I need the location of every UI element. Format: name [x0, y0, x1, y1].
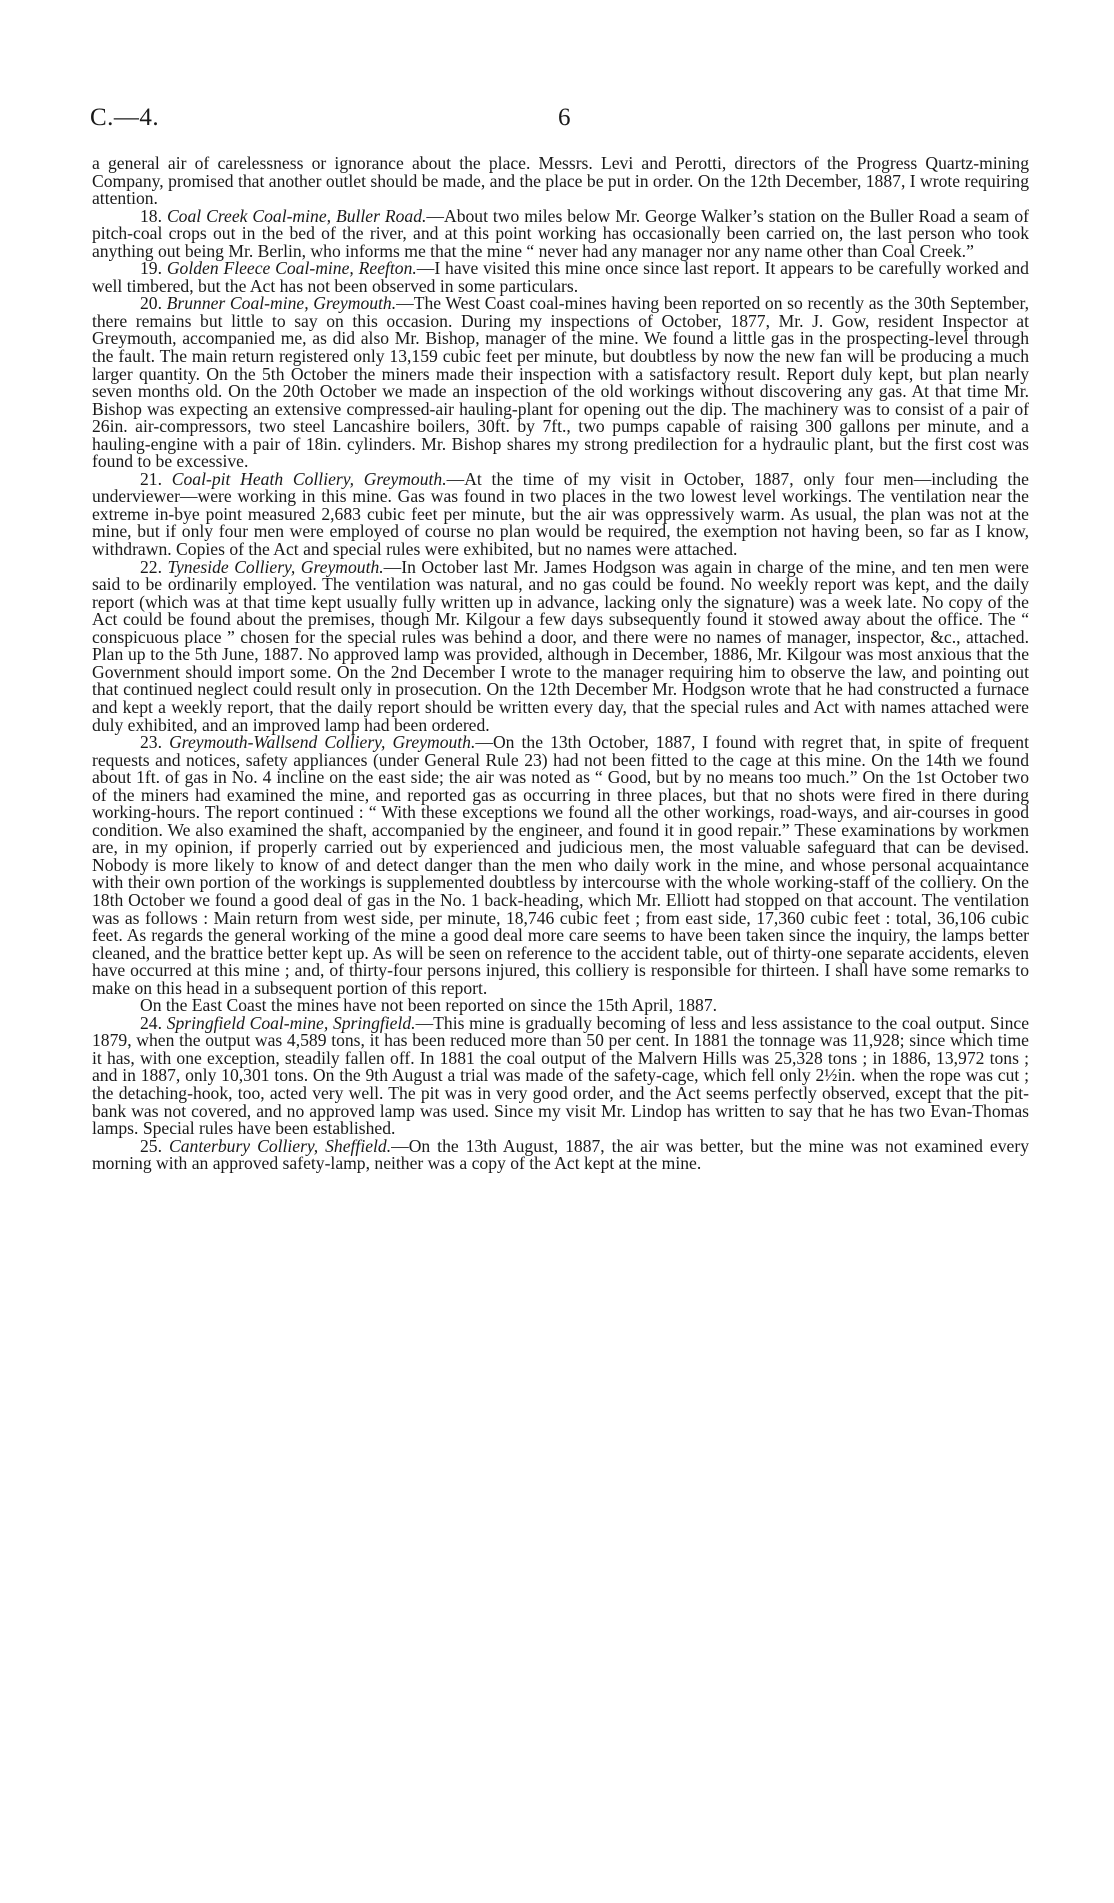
paragraph-25: [92, 1135, 1030, 1174]
paragraph-number: 22.: [140, 556, 162, 577]
paragraph-text: —The West Coast coal-mines having been reported on so recently as the 30th September, there remains but little to say on this occasion. During my inspections of October, 1877, Mr. J. Gow, resident Inspector at Greymouth, accompanied me, as did also Mr. Bishop, manager of the mine. We found a little gas in the prospecting-level through the fault. The main return registered only 13,159 cubic feet per minute, but doubtless by now the new fan will be producing a much larger quantity. On the 5th October the miners made their inspection with a satisfactory result. Report duly kept, but plan nearly seven months old. On the 20th October we made an inspection of the old workings without discovering any gas. At that time Mr. Bishop was expecting an extensive compressed-air hauling-plant for opening out the dip. The machinery was to consist of a pair of 26in. air-compressors, two steel Lancashire boilers, 30ft. by 7ft., two pumps capable of raising 300 gallons per minute, and a hauling-engine with a pair of 18in. cylinders. Mr. Bishop shares my strong predilection for a hydraulic plant, but the first cost was found to be excessive.: [92, 293, 1030, 472]
paragraph-title: Golden Fleece Coal-mine, Reefton.: [166, 258, 417, 279]
paragraph-text: —In October last Mr. James Hodgson was again in charge of the mine, and ten men were said to be ordinarily employed. The ventilation was natural, and no gas could be found. No weekly report was kept, and the daily report (which was at that time kept usually fully written up in advance, lacking only the signature) was a week late. No copy of the Act could be found about the premises, though Mr. Kilgour a few days subsequently found it stowed away about the office. The “ conspicuous place ” chosen for the special rules was behind a door, and there were no names of manager, inspector, &c., attached. Plan up to the 5th June, 1887. No approved lamp was provided, although in December, 1886, Mr. Kilgour was most anxious that the Government should import some. On the 2nd December I wrote to the manager requiring him to observe the law, and pointing out that continued neglect could result only in prosecution. On the 12th December Mr. Hodgson wrote that he had constructed a furnace and kept a weekly report, that the daily report should be written every day, that the special rules and Act with names attached were duly exhibited, and an improved lamp had been ordered.: [92, 556, 1029, 735]
paragraph-19: [92, 260, 1029, 295]
paragraph-title: Tyneside Colliery, Greymouth.: [167, 556, 384, 577]
paragraph-number: 19.: [140, 258, 162, 279]
paragraph-21: [92, 468, 1029, 560]
paragraph-text: —I have visited this mine once since last report. It appears to be carefully worked and well timbered, but the Act has not been observed in some particulars.: [92, 258, 1029, 296]
paragraph-20: [92, 295, 1029, 470]
page-header: [90, 104, 1030, 138]
paragraph-title: Brunner Coal-mine, Greymouth.: [166, 293, 397, 314]
paragraph-number: 21.: [140, 468, 162, 489]
paragraph-text: —On the 13th October, 1887, I found with regret that, in spite of frequent requests and notices, safety appliances (under General Rule 23) had not been fitted to the cage at this mine. On the 14th we found about 1ft. of gas in No. 4 incline on the east side; the air was noted as “ Good, but by no means too much.” On the 1st October two of the miners had examined the mine, and reported gas as occurring in three places, but that no shots were fired in there during working-hours. The report continued : “ With these exceptions we found all the other workings, road-ways, and air-courses in good condition. We also examined the shaft, accompanied by the engineer, and found it in good repair.” These examinations by workmen are, in my opinion, if properly carried out by experienced and judicious men, the most valuable safeguard that can be devised. Nobody is more likely to know of and detect danger than the men who daily work in the mine, and whose personal acquaintance with their own portion of the workings is supplemented doubtless by intercourse with the whole working-staff of the colliery. On the 18th October we found a good deal of gas in the No. 1 back-heading, which Mr. Elliott had stopped on that account. The ventilation was as follows : Main return from west side, per minute, 18,746 cubic feet ; from east side, 17,360 cubic feet : total, 36,106 cubic feet. As regards the general working of the mine a good deal more care seems to have been taken since the inquiry, the lamps better cleaned, and the brattice better kept up. As will be seen on reference to the accident table, out of thirty-one separate accidents, eleven have occurred at this mine ; and, of thirty-four persons injured, this colliery is responsible for thirteen. I shall have some remarks to make on this head in a subsequent portion of this report.: [92, 732, 1029, 998]
paragraph-number: 23.: [140, 732, 162, 753]
paragraph-number: 24.: [140, 1012, 162, 1033]
paragraph-23: [92, 734, 1029, 997]
paragraph-title: Coal-pit Heath Colliery, Greymouth.: [171, 468, 447, 489]
paragraph-continued: [92, 155, 1029, 208]
page-number: 6: [558, 104, 571, 131]
paragraph-text: —At the time of my visit in October, 1887, only four men—including the underviewer—were working in this mine. Gas was found in two places in the two lowest level workings. The ventilation near the extreme in-bye point measured 2,683 cubic feet per minute, but the air was oppressively warm. As usual, the plan was not at the mine, but if only four men were employed of course no plan would be required, the exemption not having been, so far as I know, withdrawn. Copies of the Act and special rules were exhibited, but no names were attached.: [92, 468, 1029, 560]
document-reference: C.—4.: [90, 104, 160, 131]
paragraph-text: —About two miles below Mr. George Walker’s station on the Buller Road a seam of pitch-coal crops out in the bed of the river, and at this point working has occasionally been carried on, the last person who took anything out being Mr. Berlin, who informs me that the mine “ never had any manager nor any name other than Coal Creek.”: [92, 205, 1029, 261]
paragraph-text: a general air of carelessness or ignorance about the place. Messrs. Levi and Perotti, directors of the Progress Quartz-mining Company, promised that another outlet should be made, and the place be put in order. On the 12th December, 1887, I wrote requiring attention.: [92, 153, 1029, 209]
paragraph-number: 18.: [140, 205, 162, 226]
paragraph-text: On the East Coast the mines have not been reported on since the 15th April, 1887.: [140, 995, 718, 1016]
paragraph-text: —This mine is gradually becoming of less and less assistance to the coal output. Since 1879, when the output was 4,589 tons, it has been reduced more than 50 per cent. In 1881 the tonnage was 11,928; since which time it has, with one exception, steadily fallen off. In 1881 the coal output of the Malvern Hills was 25,328 tons ; in 1886, 13,972 tons ; and in 1887, only 10,301 tons. On the 9th August a trial was made of the safety-cage, which fell only 2½in. when the rope was cut ; the detaching-hook, too, acted very well. The pit was in very good order, and the Act seems perfectly observed, except that the pit-bank was not covered, and no approved lamp was used. Since my visit Mr. Lindop has written to say that he has two Evan-Thomas lamps. Special rules have been established.: [92, 1012, 1029, 1139]
paragraph-number: 20.: [140, 293, 162, 314]
paragraph-title: Canterbury Colliery, Sheffield.: [168, 1135, 392, 1156]
paragraph-title: Coal Creek Coal-mine, Buller Road.: [166, 205, 427, 226]
paragraph-24: [92, 1012, 1029, 1139]
paragraph-22: [92, 556, 1029, 735]
report-body: [92, 155, 1029, 1173]
paragraph-title: Greymouth-Wallsend Colliery, Greymouth.: [169, 732, 476, 753]
paragraph-18: [92, 205, 1029, 261]
paragraph-number: 25.: [140, 1135, 162, 1156]
paragraph-title: Springfield Coal-mine, Springfield.: [166, 1012, 416, 1033]
paragraph-text: —On the 13th August, 1887, the air was better, but the mine was not examined every morning with an approved safety-lamp, neither was a copy of the Act kept at the mine.: [92, 1135, 1030, 1174]
